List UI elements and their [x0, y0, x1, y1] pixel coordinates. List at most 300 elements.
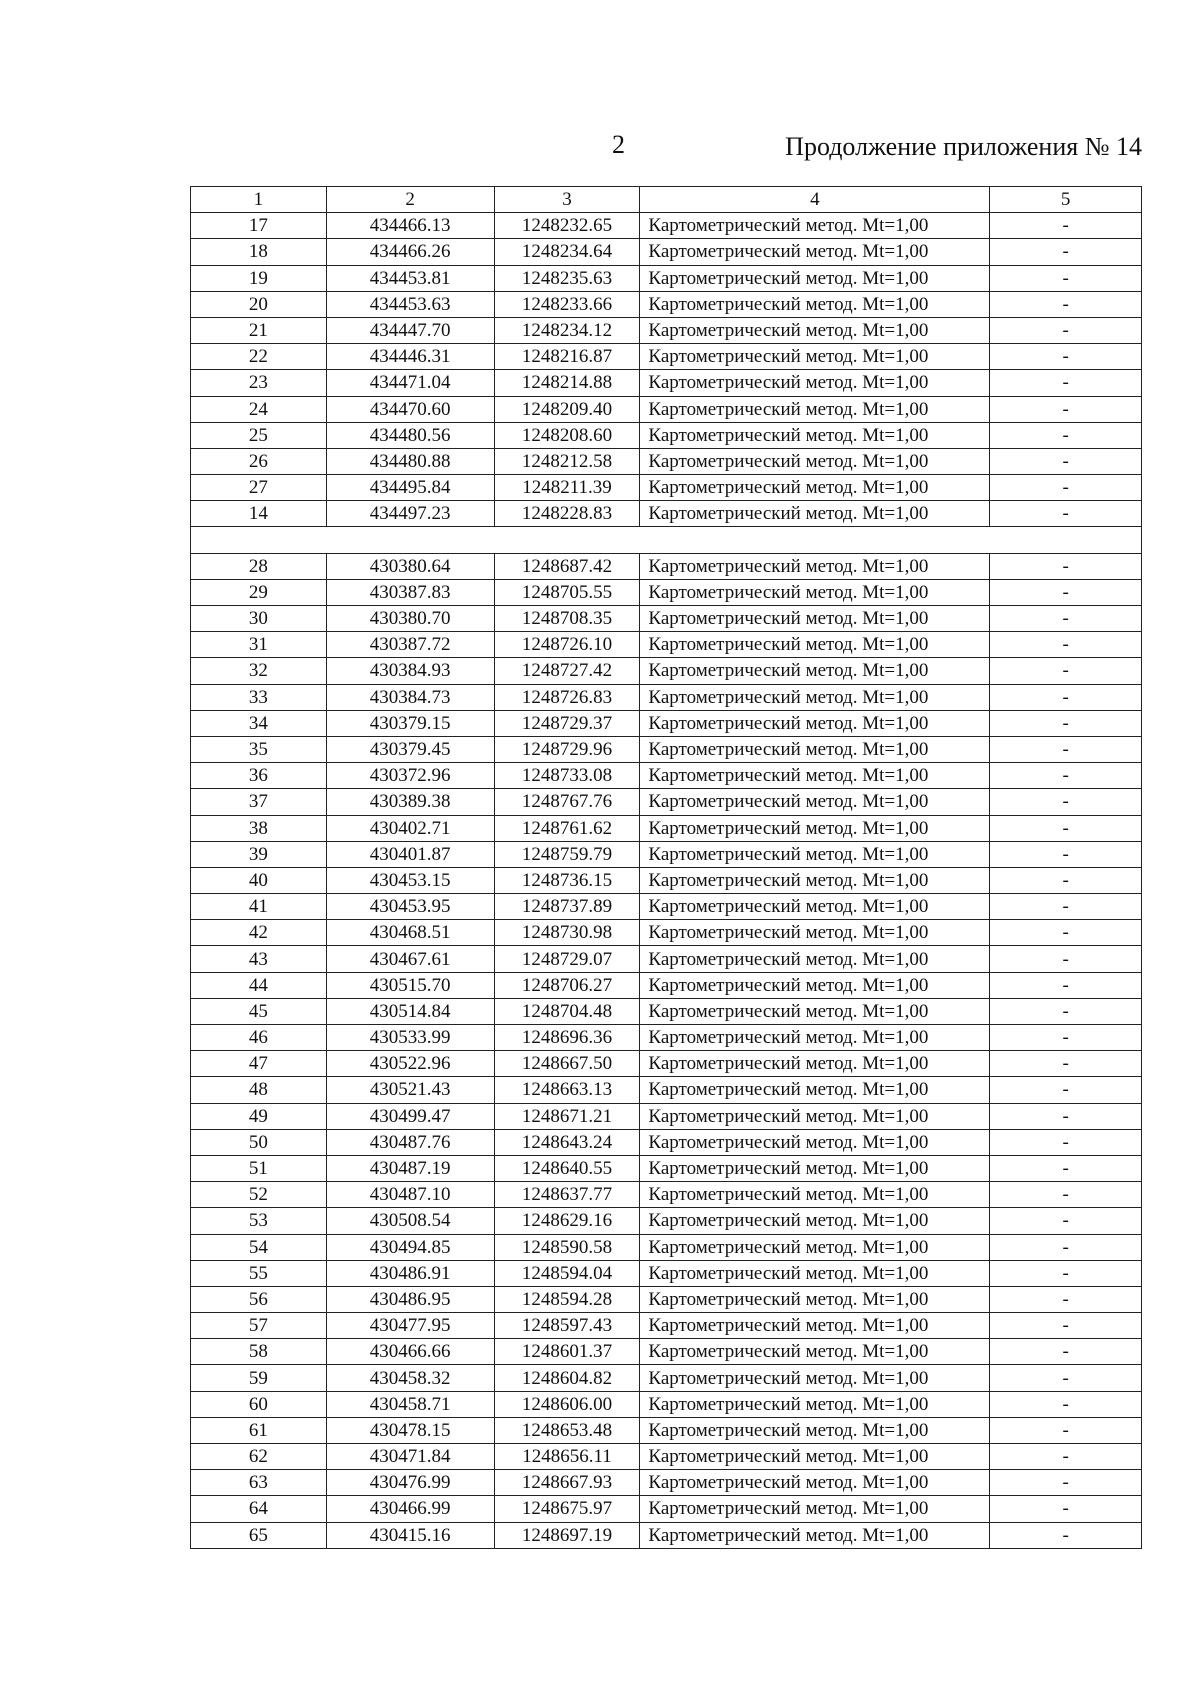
method-cell: Картометрический метод. Mt=1,00	[640, 1444, 990, 1470]
point-number-cell: 34	[191, 710, 327, 736]
method-cell: Картометрический метод. Mt=1,00	[640, 1417, 990, 1443]
point-number-cell: 36	[191, 763, 327, 789]
x-coordinate-cell: 430379.45	[326, 736, 494, 762]
column-header: 5	[990, 187, 1142, 213]
note-cell: -	[990, 1234, 1142, 1260]
point-number-cell: 38	[191, 815, 327, 841]
point-number-cell: 20	[191, 291, 327, 317]
x-coordinate-cell: 430453.95	[326, 894, 494, 920]
column-header: 3	[494, 187, 640, 213]
note-cell: -	[990, 1391, 1142, 1417]
method-cell: Картометрический метод. Mt=1,00	[640, 1129, 990, 1155]
table-row	[191, 1182, 1142, 1208]
note-cell: -	[990, 1182, 1142, 1208]
point-number-cell: 27	[191, 475, 327, 501]
method-cell: Картометрический метод. Mt=1,00	[640, 894, 990, 920]
method-cell: Картометрический метод. Mt=1,00	[640, 1051, 990, 1077]
note-cell: -	[990, 710, 1142, 736]
y-coordinate-cell: 1248733.08	[494, 763, 640, 789]
point-number-cell: 30	[191, 606, 327, 632]
note-cell: -	[990, 1522, 1142, 1548]
x-coordinate-cell: 430380.70	[326, 606, 494, 632]
y-coordinate-cell: 1248234.12	[494, 317, 640, 343]
point-number-cell: 41	[191, 894, 327, 920]
point-number-cell: 43	[191, 946, 327, 972]
note-cell: -	[990, 475, 1142, 501]
method-cell: Картометрический метод. Mt=1,00	[640, 972, 990, 998]
note-cell: -	[990, 972, 1142, 998]
point-number-cell: 19	[191, 265, 327, 291]
x-coordinate-cell: 430487.10	[326, 1182, 494, 1208]
table-row	[191, 684, 1142, 710]
method-cell: Картометрический метод. Mt=1,00	[640, 1286, 990, 1312]
x-coordinate-cell: 430468.51	[326, 920, 494, 946]
note-cell: -	[990, 1025, 1142, 1051]
x-coordinate-cell: 430467.61	[326, 946, 494, 972]
y-coordinate-cell: 1248736.15	[494, 867, 640, 893]
table-row	[191, 1025, 1142, 1051]
y-coordinate-cell: 1248761.62	[494, 815, 640, 841]
y-coordinate-cell: 1248729.07	[494, 946, 640, 972]
point-number-cell: 40	[191, 867, 327, 893]
y-coordinate-cell: 1248696.36	[494, 1025, 640, 1051]
note-cell: -	[990, 501, 1142, 527]
method-cell: Картометрический метод. Mt=1,00	[640, 422, 990, 448]
y-coordinate-cell: 1248214.88	[494, 370, 640, 396]
note-cell: -	[990, 789, 1142, 815]
point-number-cell: 59	[191, 1365, 327, 1391]
table-row	[191, 815, 1142, 841]
point-number-cell: 64	[191, 1496, 327, 1522]
method-cell: Картометрический метод. Mt=1,00	[640, 213, 990, 239]
point-number-cell: 14	[191, 501, 327, 527]
y-coordinate-cell: 1248730.98	[494, 920, 640, 946]
x-coordinate-cell: 434447.70	[326, 317, 494, 343]
method-cell: Картометрический метод. Mt=1,00	[640, 1470, 990, 1496]
y-coordinate-cell: 1248640.55	[494, 1155, 640, 1181]
table-row	[191, 291, 1142, 317]
note-cell: -	[990, 763, 1142, 789]
y-coordinate-cell: 1248656.11	[494, 1444, 640, 1470]
y-coordinate-cell: 1248228.83	[494, 501, 640, 527]
table-row	[191, 1051, 1142, 1077]
table-row	[191, 1496, 1142, 1522]
table-row	[191, 1155, 1142, 1181]
table-header	[191, 187, 1142, 213]
note-cell: -	[990, 265, 1142, 291]
table-row	[191, 1260, 1142, 1286]
note-cell: -	[990, 1129, 1142, 1155]
point-number-cell: 26	[191, 448, 327, 474]
table-row	[191, 501, 1142, 527]
x-coordinate-cell: 430476.99	[326, 1470, 494, 1496]
note-cell: -	[990, 1286, 1142, 1312]
y-coordinate-cell: 1248697.19	[494, 1522, 640, 1548]
column-header: 4	[640, 187, 990, 213]
table-row	[191, 1103, 1142, 1129]
x-coordinate-cell: 434470.60	[326, 396, 494, 422]
x-coordinate-cell: 434466.26	[326, 239, 494, 265]
method-cell: Картометрический метод. Mt=1,00	[640, 501, 990, 527]
method-cell: Картометрический метод. Mt=1,00	[640, 841, 990, 867]
x-coordinate-cell: 430522.96	[326, 1051, 494, 1077]
method-cell: Картометрический метод. Mt=1,00	[640, 1025, 990, 1051]
method-cell: Картометрический метод. Mt=1,00	[640, 1522, 990, 1548]
note-cell: -	[990, 815, 1142, 841]
table-row	[191, 1313, 1142, 1339]
y-coordinate-cell: 1248729.96	[494, 736, 640, 762]
group-separator-row	[191, 527, 1142, 553]
table-row	[191, 1365, 1142, 1391]
x-coordinate-cell: 430415.16	[326, 1522, 494, 1548]
point-number-cell: 61	[191, 1417, 327, 1443]
column-header: 1	[191, 187, 327, 213]
note-cell: -	[990, 1496, 1142, 1522]
x-coordinate-cell: 430458.71	[326, 1391, 494, 1417]
method-cell: Картометрический метод. Mt=1,00	[640, 370, 990, 396]
point-number-cell: 58	[191, 1339, 327, 1365]
y-coordinate-cell: 1248737.89	[494, 894, 640, 920]
table-row	[191, 396, 1142, 422]
point-number-cell: 53	[191, 1208, 327, 1234]
point-number-cell: 44	[191, 972, 327, 998]
y-coordinate-cell: 1248637.77	[494, 1182, 640, 1208]
method-cell: Картометрический метод. Mt=1,00	[640, 763, 990, 789]
method-cell: Картометрический метод. Mt=1,00	[640, 1077, 990, 1103]
x-coordinate-cell: 430466.66	[326, 1339, 494, 1365]
x-coordinate-cell: 430515.70	[326, 972, 494, 998]
method-cell: Картометрический метод. Mt=1,00	[640, 1103, 990, 1129]
note-cell: -	[990, 213, 1142, 239]
point-number-cell: 21	[191, 317, 327, 343]
x-coordinate-cell: 430487.19	[326, 1155, 494, 1181]
y-coordinate-cell: 1248759.79	[494, 841, 640, 867]
table-row	[191, 1522, 1142, 1548]
x-coordinate-cell: 434446.31	[326, 344, 494, 370]
method-cell: Картометрический метод. Mt=1,00	[640, 396, 990, 422]
y-coordinate-cell: 1248727.42	[494, 658, 640, 684]
y-coordinate-cell: 1248708.35	[494, 606, 640, 632]
table-row	[191, 894, 1142, 920]
point-number-cell: 32	[191, 658, 327, 684]
note-cell: -	[990, 239, 1142, 265]
y-coordinate-cell: 1248209.40	[494, 396, 640, 422]
note-cell: -	[990, 684, 1142, 710]
y-coordinate-cell: 1248216.87	[494, 344, 640, 370]
column-header: 2	[326, 187, 494, 213]
table-row	[191, 553, 1142, 579]
y-coordinate-cell: 1248671.21	[494, 1103, 640, 1129]
table-row	[191, 1391, 1142, 1417]
method-cell: Картометрический метод. Mt=1,00	[640, 658, 990, 684]
y-coordinate-cell: 1248687.42	[494, 553, 640, 579]
x-coordinate-cell: 430477.95	[326, 1313, 494, 1339]
method-cell: Картометрический метод. Mt=1,00	[640, 344, 990, 370]
method-cell: Картометрический метод. Mt=1,00	[640, 946, 990, 972]
method-cell: Картометрический метод. Mt=1,00	[640, 1339, 990, 1365]
method-cell: Картометрический метод. Mt=1,00	[640, 1182, 990, 1208]
point-number-cell: 29	[191, 579, 327, 605]
x-coordinate-cell: 434466.13	[326, 213, 494, 239]
x-coordinate-cell: 434495.84	[326, 475, 494, 501]
note-cell: -	[990, 1365, 1142, 1391]
table-row	[191, 946, 1142, 972]
point-number-cell: 25	[191, 422, 327, 448]
x-coordinate-cell: 430387.83	[326, 579, 494, 605]
x-coordinate-cell: 434453.81	[326, 265, 494, 291]
table-row	[191, 239, 1142, 265]
method-cell: Картометрический метод. Mt=1,00	[640, 448, 990, 474]
x-coordinate-cell: 434453.63	[326, 291, 494, 317]
method-cell: Картометрический метод. Mt=1,00	[640, 239, 990, 265]
y-coordinate-cell: 1248594.04	[494, 1260, 640, 1286]
table-row	[191, 920, 1142, 946]
x-coordinate-cell: 430514.84	[326, 998, 494, 1024]
point-number-cell: 57	[191, 1313, 327, 1339]
point-number-cell: 17	[191, 213, 327, 239]
x-coordinate-cell: 430387.72	[326, 632, 494, 658]
method-cell: Картометрический метод. Mt=1,00	[640, 684, 990, 710]
table-row	[191, 710, 1142, 736]
point-number-cell: 37	[191, 789, 327, 815]
method-cell: Картометрический метод. Mt=1,00	[640, 632, 990, 658]
note-cell: -	[990, 1444, 1142, 1470]
method-cell: Картометрический метод. Mt=1,00	[640, 1208, 990, 1234]
table-row	[191, 213, 1142, 239]
note-cell: -	[990, 344, 1142, 370]
x-coordinate-cell: 434480.56	[326, 422, 494, 448]
point-number-cell: 55	[191, 1260, 327, 1286]
point-number-cell: 46	[191, 1025, 327, 1051]
note-cell: -	[990, 736, 1142, 762]
point-number-cell: 22	[191, 344, 327, 370]
point-number-cell: 52	[191, 1182, 327, 1208]
note-cell: -	[990, 579, 1142, 605]
note-cell: -	[990, 317, 1142, 343]
table-row	[191, 1444, 1142, 1470]
point-number-cell: 31	[191, 632, 327, 658]
y-coordinate-cell: 1248767.76	[494, 789, 640, 815]
table-row	[191, 370, 1142, 396]
y-coordinate-cell: 1248667.50	[494, 1051, 640, 1077]
table-row	[191, 1470, 1142, 1496]
method-cell: Картометрический метод. Mt=1,00	[640, 1496, 990, 1522]
x-coordinate-cell: 430494.85	[326, 1234, 494, 1260]
point-number-cell: 63	[191, 1470, 327, 1496]
table-row	[191, 606, 1142, 632]
x-coordinate-cell: 430380.64	[326, 553, 494, 579]
y-coordinate-cell: 1248729.37	[494, 710, 640, 736]
table-row	[191, 1234, 1142, 1260]
table-row	[191, 867, 1142, 893]
continuation-title: Продолжение приложения № 14	[785, 132, 1142, 161]
y-coordinate-cell: 1248211.39	[494, 475, 640, 501]
table-row	[191, 1417, 1142, 1443]
note-cell: -	[990, 1313, 1142, 1339]
note-cell: -	[990, 1260, 1142, 1286]
method-cell: Картометрический метод. Mt=1,00	[640, 1260, 990, 1286]
x-coordinate-cell: 430384.73	[326, 684, 494, 710]
separator-cell	[191, 527, 1142, 553]
note-cell: -	[990, 396, 1142, 422]
y-coordinate-cell: 1248601.37	[494, 1339, 640, 1365]
point-number-cell: 60	[191, 1391, 327, 1417]
y-coordinate-cell: 1248597.43	[494, 1313, 640, 1339]
method-cell: Картометрический метод. Mt=1,00	[640, 1155, 990, 1181]
note-cell: -	[990, 1339, 1142, 1365]
x-coordinate-cell: 430487.76	[326, 1129, 494, 1155]
y-coordinate-cell: 1248232.65	[494, 213, 640, 239]
point-number-cell: 33	[191, 684, 327, 710]
table-row	[191, 998, 1142, 1024]
point-number-cell: 18	[191, 239, 327, 265]
note-cell: -	[990, 553, 1142, 579]
y-coordinate-cell: 1248643.24	[494, 1129, 640, 1155]
y-coordinate-cell: 1248675.97	[494, 1496, 640, 1522]
note-cell: -	[990, 841, 1142, 867]
note-cell: -	[990, 1208, 1142, 1234]
x-coordinate-cell: 430389.38	[326, 789, 494, 815]
note-cell: -	[990, 1470, 1142, 1496]
note-cell: -	[990, 291, 1142, 317]
note-cell: -	[990, 448, 1142, 474]
note-cell: -	[990, 658, 1142, 684]
table-row	[191, 1077, 1142, 1103]
y-coordinate-cell: 1248594.28	[494, 1286, 640, 1312]
table-row	[191, 658, 1142, 684]
method-cell: Картометрический метод. Mt=1,00	[640, 1313, 990, 1339]
point-number-cell: 39	[191, 841, 327, 867]
coordinates-table	[190, 186, 1142, 1549]
point-number-cell: 42	[191, 920, 327, 946]
method-cell: Картометрический метод. Mt=1,00	[640, 815, 990, 841]
x-coordinate-cell: 430384.93	[326, 658, 494, 684]
method-cell: Картометрический метод. Mt=1,00	[640, 291, 990, 317]
note-cell: -	[990, 606, 1142, 632]
column-number-row	[191, 187, 1142, 213]
page-number: 2	[612, 130, 625, 159]
method-cell: Картометрический метод. Mt=1,00	[640, 475, 990, 501]
note-cell: -	[990, 1417, 1142, 1443]
table-row	[191, 789, 1142, 815]
y-coordinate-cell: 1248234.64	[494, 239, 640, 265]
note-cell: -	[990, 998, 1142, 1024]
x-coordinate-cell: 430499.47	[326, 1103, 494, 1129]
x-coordinate-cell: 430453.15	[326, 867, 494, 893]
point-number-cell: 51	[191, 1155, 327, 1181]
y-coordinate-cell: 1248706.27	[494, 972, 640, 998]
y-coordinate-cell: 1248604.82	[494, 1365, 640, 1391]
method-cell: Картометрический метод. Mt=1,00	[640, 265, 990, 291]
note-cell: -	[990, 422, 1142, 448]
y-coordinate-cell: 1248653.48	[494, 1417, 640, 1443]
note-cell: -	[990, 1155, 1142, 1181]
point-number-cell: 65	[191, 1522, 327, 1548]
table-row	[191, 736, 1142, 762]
table-row	[191, 632, 1142, 658]
x-coordinate-cell: 430478.15	[326, 1417, 494, 1443]
table-row	[191, 344, 1142, 370]
y-coordinate-cell: 1248212.58	[494, 448, 640, 474]
x-coordinate-cell: 430458.32	[326, 1365, 494, 1391]
table-row	[191, 265, 1142, 291]
method-cell: Картометрический метод. Mt=1,00	[640, 579, 990, 605]
method-cell: Картометрический метод. Mt=1,00	[640, 1365, 990, 1391]
y-coordinate-cell: 1248606.00	[494, 1391, 640, 1417]
y-coordinate-cell: 1248629.16	[494, 1208, 640, 1234]
table-row	[191, 1129, 1142, 1155]
method-cell: Картометрический метод. Mt=1,00	[640, 1391, 990, 1417]
note-cell: -	[990, 1077, 1142, 1103]
table-row	[191, 475, 1142, 501]
method-cell: Картометрический метод. Mt=1,00	[640, 553, 990, 579]
x-coordinate-cell: 430372.96	[326, 763, 494, 789]
page-header	[0, 130, 1200, 170]
point-number-cell: 47	[191, 1051, 327, 1077]
table-row	[191, 448, 1142, 474]
note-cell: -	[990, 867, 1142, 893]
y-coordinate-cell: 1248667.93	[494, 1470, 640, 1496]
x-coordinate-cell: 430533.99	[326, 1025, 494, 1051]
table-row	[191, 422, 1142, 448]
x-coordinate-cell: 434471.04	[326, 370, 494, 396]
point-number-cell: 56	[191, 1286, 327, 1312]
table-row	[191, 841, 1142, 867]
y-coordinate-cell: 1248590.58	[494, 1234, 640, 1260]
note-cell: -	[990, 1103, 1142, 1129]
method-cell: Картометрический метод. Mt=1,00	[640, 606, 990, 632]
table-body	[191, 213, 1142, 1549]
table-row	[191, 1208, 1142, 1234]
y-coordinate-cell: 1248663.13	[494, 1077, 640, 1103]
x-coordinate-cell: 430521.43	[326, 1077, 494, 1103]
note-cell: -	[990, 946, 1142, 972]
method-cell: Картометрический метод. Mt=1,00	[640, 789, 990, 815]
table-row	[191, 317, 1142, 343]
note-cell: -	[990, 632, 1142, 658]
x-coordinate-cell: 430486.91	[326, 1260, 494, 1286]
point-number-cell: 50	[191, 1129, 327, 1155]
point-number-cell: 48	[191, 1077, 327, 1103]
x-coordinate-cell: 430471.84	[326, 1444, 494, 1470]
y-coordinate-cell: 1248704.48	[494, 998, 640, 1024]
x-coordinate-cell: 430401.87	[326, 841, 494, 867]
table-row	[191, 972, 1142, 998]
note-cell: -	[990, 370, 1142, 396]
x-coordinate-cell: 430402.71	[326, 815, 494, 841]
method-cell: Картометрический метод. Mt=1,00	[640, 710, 990, 736]
point-number-cell: 28	[191, 553, 327, 579]
note-cell: -	[990, 920, 1142, 946]
point-number-cell: 49	[191, 1103, 327, 1129]
method-cell: Картометрический метод. Mt=1,00	[640, 920, 990, 946]
x-coordinate-cell: 430466.99	[326, 1496, 494, 1522]
table-row	[191, 763, 1142, 789]
y-coordinate-cell: 1248726.10	[494, 632, 640, 658]
y-coordinate-cell: 1248705.55	[494, 579, 640, 605]
x-coordinate-cell: 430379.15	[326, 710, 494, 736]
y-coordinate-cell: 1248726.83	[494, 684, 640, 710]
point-number-cell: 62	[191, 1444, 327, 1470]
table-row	[191, 579, 1142, 605]
x-coordinate-cell: 430508.54	[326, 1208, 494, 1234]
method-cell: Картометрический метод. Mt=1,00	[640, 736, 990, 762]
point-number-cell: 54	[191, 1234, 327, 1260]
note-cell: -	[990, 1051, 1142, 1077]
x-coordinate-cell: 430486.95	[326, 1286, 494, 1312]
y-coordinate-cell: 1248208.60	[494, 422, 640, 448]
x-coordinate-cell: 434497.23	[326, 501, 494, 527]
